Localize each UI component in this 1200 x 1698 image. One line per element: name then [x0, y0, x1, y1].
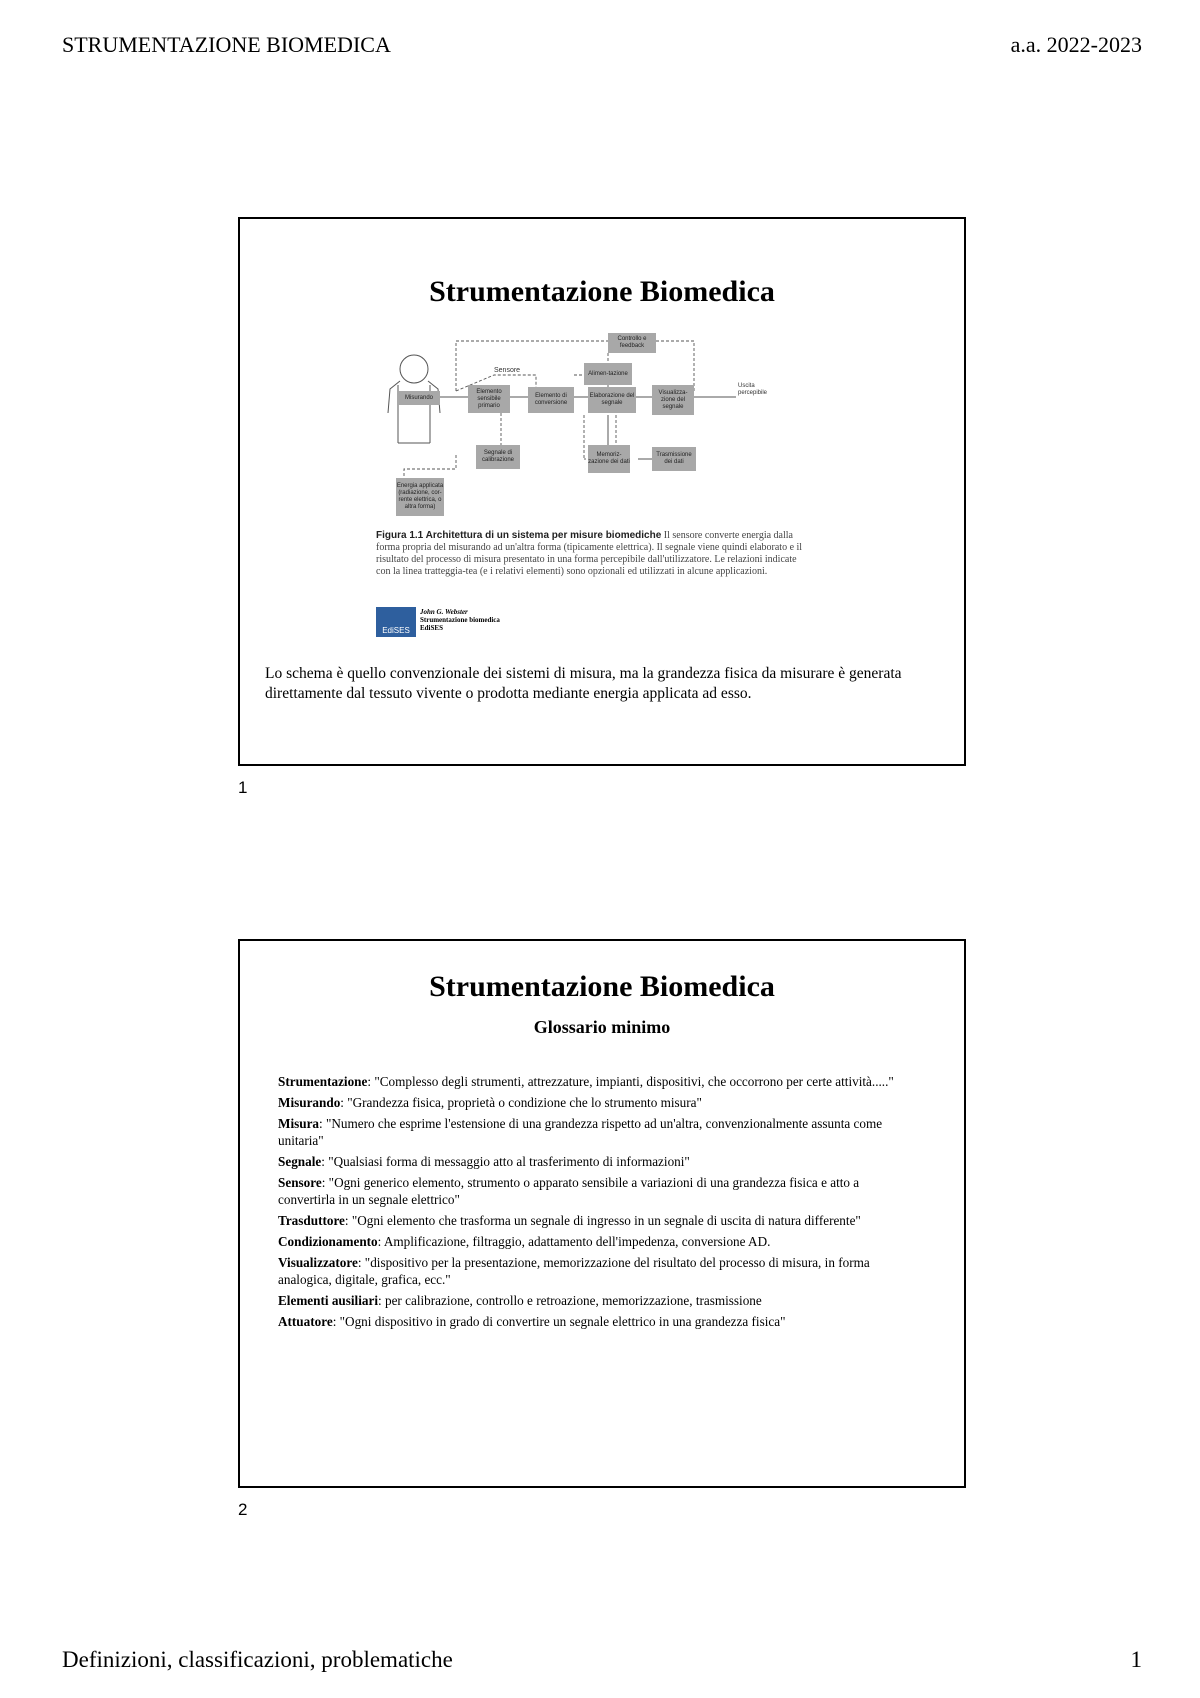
box-segnale-calibrazione: Segnale di calibrazione [476, 445, 520, 469]
glossary-definition: : "Numero che esprime l'estensione di una grandezza rispetto ad un'altra, convenzionalmente assunta come unitaria" [278, 1116, 883, 1148]
slide-title: Strumentazione Biomedica [429, 275, 775, 308]
box-misurando: Misurando [398, 391, 440, 405]
box-alimentazione: Alimen-tazione [584, 363, 632, 385]
publisher-text [420, 608, 500, 632]
slide-subtitle: Glossario minimo [533, 1017, 671, 1037]
glossary-term: Strumentazione [278, 1074, 368, 1089]
architecture-diagram [376, 333, 808, 533]
box-elemento-conversione: Elemento di conversione [528, 387, 574, 413]
glossary-entry [278, 1174, 918, 1208]
glossary-term: Segnale [278, 1154, 322, 1169]
glossary-definition: : "dispositivo per la presentazione, memorizzazione del risultato del processo di misura, in forma analogica, digitale, grafica, ecc." [278, 1255, 870, 1287]
caption-head: Figura 1.1 Architettura di un sistema per misure biomediche [376, 530, 662, 541]
box-elemento-sensibile: Elemento sensibile primario [468, 385, 510, 413]
page-footer-left: Definizioni, classificazioni, problematiche [62, 1647, 453, 1672]
glossary-definition: : "Qualsiasi forma di messaggio atto al trasferimento di informazioni" [321, 1154, 690, 1169]
label-uscita: Uscita percepibile [738, 383, 768, 396]
slide-number-2: 2 [238, 1500, 248, 1519]
box-trasmissione: Trasmissione dei dati [652, 447, 696, 471]
page-number: 1 [1130, 1647, 1142, 1672]
glossary-term: Sensore [278, 1175, 322, 1190]
glossary-definition: : Amplificazione, filtraggio, adattamento dell'impedenza, conversione AD. [377, 1234, 771, 1249]
glossary-definition: : "Ogni generico elemento, strumento o apparato sensibile a variazioni di una grandezza fisica e atto a convertirla in un segnale elettrico" [278, 1175, 860, 1207]
box-memorizzazione: Memoriz-zazione dei dati [588, 445, 630, 473]
page-header-right: a.a. 2022-2023 [1010, 32, 1142, 57]
glossary-definition: : "Ogni dispositivo in grado di convertire un segnale elettrico in una grandezza fisica" [332, 1314, 786, 1329]
glossary-entry [278, 1292, 918, 1309]
glossary-term: Visualizzatore [278, 1255, 358, 1270]
glossary-definition: : "Grandezza fisica, proprietà o condizione che lo strumento misura" [340, 1095, 702, 1110]
glossary-entry [278, 1212, 918, 1229]
figure-caption [376, 530, 806, 578]
glossary-definition: : per calibrazione, controllo e retroazione, memorizzazione, trasmissione [378, 1293, 762, 1308]
label-sensore: Sensore [494, 367, 521, 374]
glossary-entry [278, 1254, 918, 1288]
box-elaborazione: Elaborazione del segnale [588, 387, 636, 413]
glossary-entry [278, 1233, 918, 1250]
publisher-book: Strumentazione biomedica [420, 616, 500, 624]
box-controllo: Controllo e feedback [608, 333, 656, 353]
publisher-name: EdiSES [420, 624, 443, 632]
glossary-term: Condizionamento [278, 1234, 378, 1249]
publisher-logo: EdiSES [376, 607, 416, 637]
page-header-left: STRUMENTAZIONE BIOMEDICA [62, 32, 391, 57]
glossary-entry [278, 1313, 918, 1330]
glossary-definition: : "Ogni elemento che trasforma un segnale di ingresso in un segnale di uscita di natura differente" [344, 1213, 861, 1228]
glossary-entry [278, 1073, 918, 1090]
glossary-term: Misurando [278, 1095, 341, 1110]
slide-body-text: Lo schema è quello convenzionale dei sistemi di misura, ma la grandezza fisica da misurare è generata direttamente dal tessuto vivente o prodotta mediante energia applicata ad esso. [265, 665, 902, 702]
glossary-list [278, 1073, 918, 1334]
slide-title: Strumentazione Biomedica [429, 970, 775, 1003]
glossary-term: Trasduttore [278, 1213, 345, 1228]
glossary-entry [278, 1115, 918, 1149]
slide-1 [238, 217, 966, 766]
glossary-definition: : "Complesso degli strumenti, attrezzature, impianti, dispositivi, che occorrono per certe attività....." [367, 1074, 894, 1089]
publisher-author: John G. Webster [420, 608, 468, 616]
glossary-term: Attuatore [278, 1314, 333, 1329]
caption-text: Il sensore converte energia dalla forma propria del misurando ad un'altra forma (tipicamente elettrica). Il segnale viene quindi elaborato e il risultato del processo di misura presentato in una forma percepibile dall'utilizzatore. Le relazioni indicate con la linea tratteggia-tea (e i relativi elementi) sono opzionali ed utilizzati in alcune applicazioni. [376, 530, 803, 577]
slide-number-1: 1 [238, 778, 248, 797]
box-visualizzazione: Visualizza-zione del segnale [652, 385, 694, 415]
glossary-term: Misura [278, 1116, 320, 1131]
glossary-term: Elementi ausiliari [278, 1293, 379, 1308]
glossary-entry [278, 1094, 918, 1111]
glossary-entry [278, 1153, 918, 1170]
box-energia: Energia applicata (radiazione, cor-rente elettrica, o altra forma) [396, 478, 444, 516]
slide-2 [238, 939, 966, 1488]
